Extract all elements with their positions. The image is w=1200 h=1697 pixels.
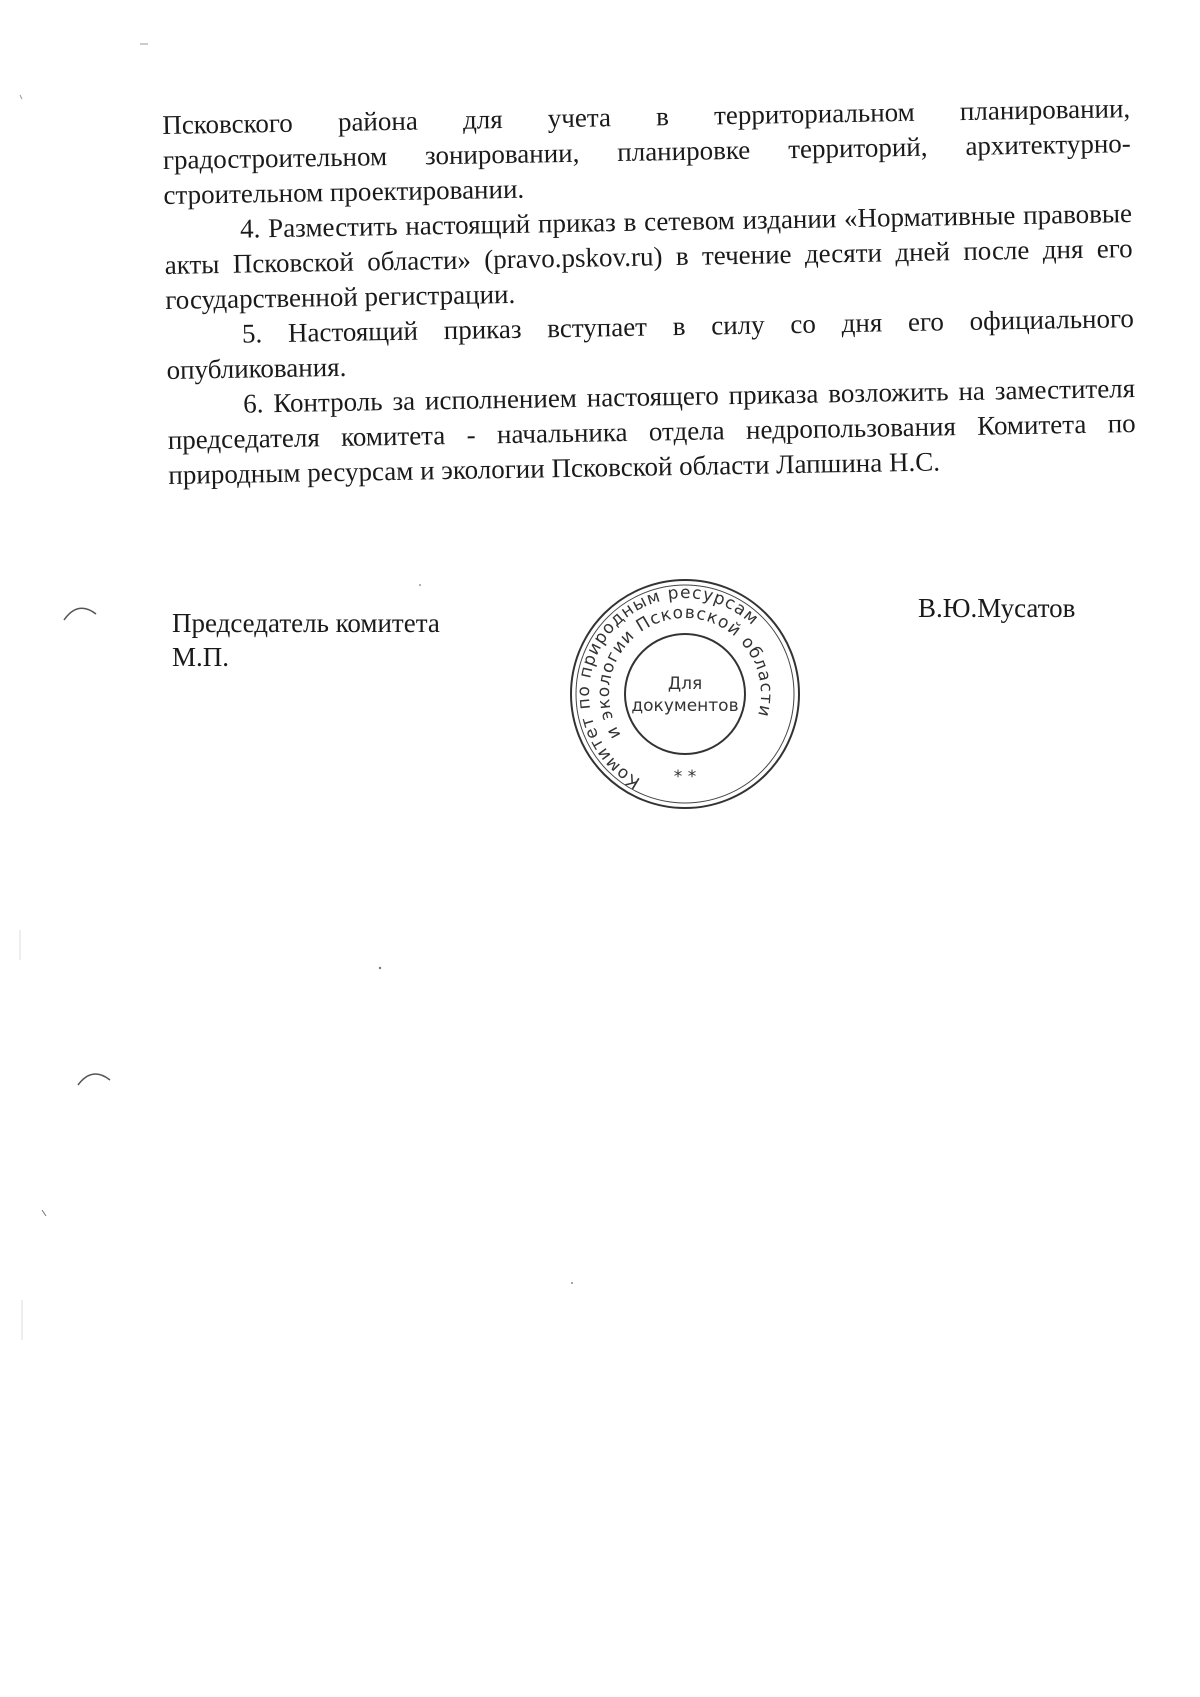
signature-name: В.Ю.Мусатов (918, 593, 1076, 623)
stamp-outer-text: Комитет по природным ресурсам (573, 582, 763, 793)
paragraph-item-6: 6. Контроль за исполнением настоящего приказа возложить на заместителя председателя комитета - начальника отдела недропользования Комитета по природным ресурсам и экологии Псковской области Лапшина Н.С. (167, 373, 1136, 490)
stamp-center-line2: документов (631, 696, 739, 716)
document-body (162, 91, 1137, 493)
paragraph-item-5: 5. Настоящий приказ вступает в силу со дня его официального опубликования. (166, 303, 1135, 385)
signature-mp: М.П. (172, 642, 230, 672)
paragraph-continuation: Псковского района для учета в территориальном планировании, градостроительном зонировании, планировке территорий, архитектурно-строительном проектировании. (162, 93, 1132, 210)
stamp-inner-text: и экологии Псковской области (593, 602, 777, 743)
stamp-seal-icon (567, 576, 803, 812)
stamp-stars: * * (673, 767, 697, 787)
official-stamp (567, 576, 803, 812)
signature-title: Председатель комитета (172, 608, 440, 638)
paragraph-item-4: 4. Разместить настоящий приказ в сетевом издании «Нормативные правовые акты Псковской области» (pravo.pskov.ru) в течение десяти дней после дня его государственной регистрации. (164, 198, 1133, 315)
stamp-center-line1: Для (667, 674, 703, 694)
